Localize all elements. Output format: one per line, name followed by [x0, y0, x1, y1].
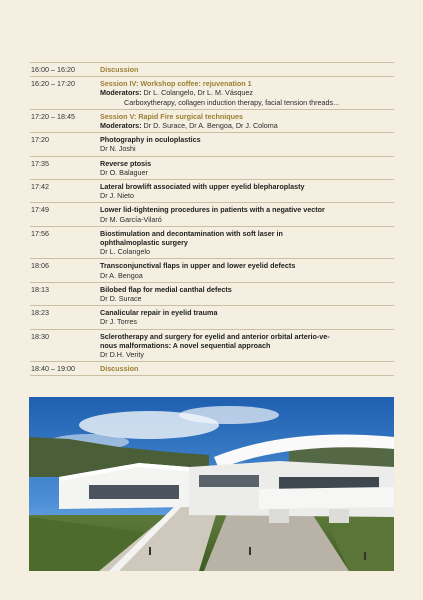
schedule-row	[30, 226, 394, 259]
schedule-row	[30, 329, 394, 362]
moderators-label: Moderators:	[100, 88, 142, 98]
schedule-row	[30, 305, 394, 328]
content-cell	[100, 135, 394, 153]
content-cell	[100, 261, 394, 279]
talk-title: Sclerotherapy and surgery for eyelid and anterior orbital arterio-ve-	[100, 331, 330, 341]
session-title: Session IV: Workshop coffee: rejuvenation 1	[100, 79, 252, 89]
time-cell: 17:42	[31, 182, 49, 192]
speaker-name: Dr J. Nieto	[100, 191, 134, 201]
content-cell	[100, 79, 394, 107]
content-cell	[100, 205, 394, 223]
time-cell: 18:13	[31, 284, 49, 294]
talk-title: Reverse ptosis	[100, 158, 152, 168]
time-cell: 17:49	[31, 205, 49, 215]
talk-title: Photography in oculoplastics	[100, 135, 201, 145]
content-cell	[100, 65, 394, 74]
schedule-row	[30, 76, 394, 109]
speaker-name: Dr D. Surace	[100, 294, 142, 304]
talk-title: Lower lid-tightening procedures in patients with a negative vector	[100, 205, 325, 215]
talk-title: Canalicular repair in eyelid trauma	[100, 308, 218, 318]
talk-title: Bilobed flap for medial canthal defects	[100, 284, 232, 294]
schedule-row	[30, 202, 394, 225]
moderators-names: Dr D. Surace, Dr A. Bengoa, Dr J. Coloma	[141, 121, 278, 131]
talk-title: Lateral browlift associated with upper eyelid blepharoplasty	[100, 182, 305, 192]
schedule-row	[30, 132, 394, 155]
time-cell: 16:20 – 17:20	[31, 79, 75, 89]
session-title: Session V: Rapid Fire surgical techniques	[100, 111, 243, 121]
time-cell: 18:23	[31, 308, 49, 318]
moderators-line	[100, 88, 394, 97]
time-cell: 18:06	[31, 261, 49, 271]
content-cell	[100, 308, 394, 326]
schedule-row	[30, 179, 394, 202]
speaker-name: Dr N. Joshi	[100, 144, 136, 154]
speaker-name: Dr L. Colangelo	[100, 247, 150, 257]
talk-title: nous malformations: A novel sequential approach	[100, 340, 271, 350]
speaker-name: Dr J. Torres	[100, 317, 138, 327]
time-cell: 18:30	[31, 331, 49, 341]
schedule-row	[30, 156, 394, 179]
content-cell	[100, 182, 394, 200]
content-cell	[100, 229, 394, 257]
speaker-name: Dr O. Balaguer	[100, 167, 148, 177]
speaker-name: Dr M. García-Vilaró	[100, 214, 162, 224]
building-photo	[29, 397, 394, 571]
content-cell	[100, 159, 394, 177]
schedule-table	[30, 62, 394, 376]
content-cell	[100, 112, 394, 130]
content-cell	[100, 285, 394, 303]
schedule-row	[30, 361, 394, 376]
session-title: Discussion	[100, 364, 139, 374]
moderators-names: Dr L. Colangelo, Dr L. M. Vásquez	[141, 88, 254, 98]
moderators-label: Moderators:	[100, 121, 142, 131]
schedule-row	[30, 282, 394, 305]
content-cell	[100, 364, 394, 373]
schedule-row	[30, 62, 394, 76]
talk-title: Biostimulation and decontamination with soft laser in	[100, 228, 283, 238]
time-cell: 16:00 – 16:20	[31, 65, 75, 74]
talk-title: ophthalmoplastic surgery	[100, 238, 188, 248]
time-cell: 17:20 – 18:45	[31, 111, 75, 121]
moderators-line	[100, 121, 394, 130]
time-cell: 18:40 – 19:00	[31, 364, 75, 374]
time-cell: 17:56	[31, 228, 49, 238]
time-cell: 17:35	[31, 158, 49, 168]
content-cell	[100, 332, 394, 360]
schedule-row	[30, 109, 394, 132]
speaker-name: Dr D.H. Verity	[100, 350, 144, 360]
talk-title: Transconjunctival flaps in upper and lower eyelid defects	[100, 261, 296, 271]
session-title: Discussion	[100, 65, 139, 74]
speaker-name: Dr A. Bengoa	[100, 270, 143, 280]
schedule-row	[30, 258, 394, 281]
session-topics: Carboxytherapy, collagen induction therapy, facial tension threads...	[124, 97, 340, 107]
time-cell: 17:20	[31, 135, 49, 145]
